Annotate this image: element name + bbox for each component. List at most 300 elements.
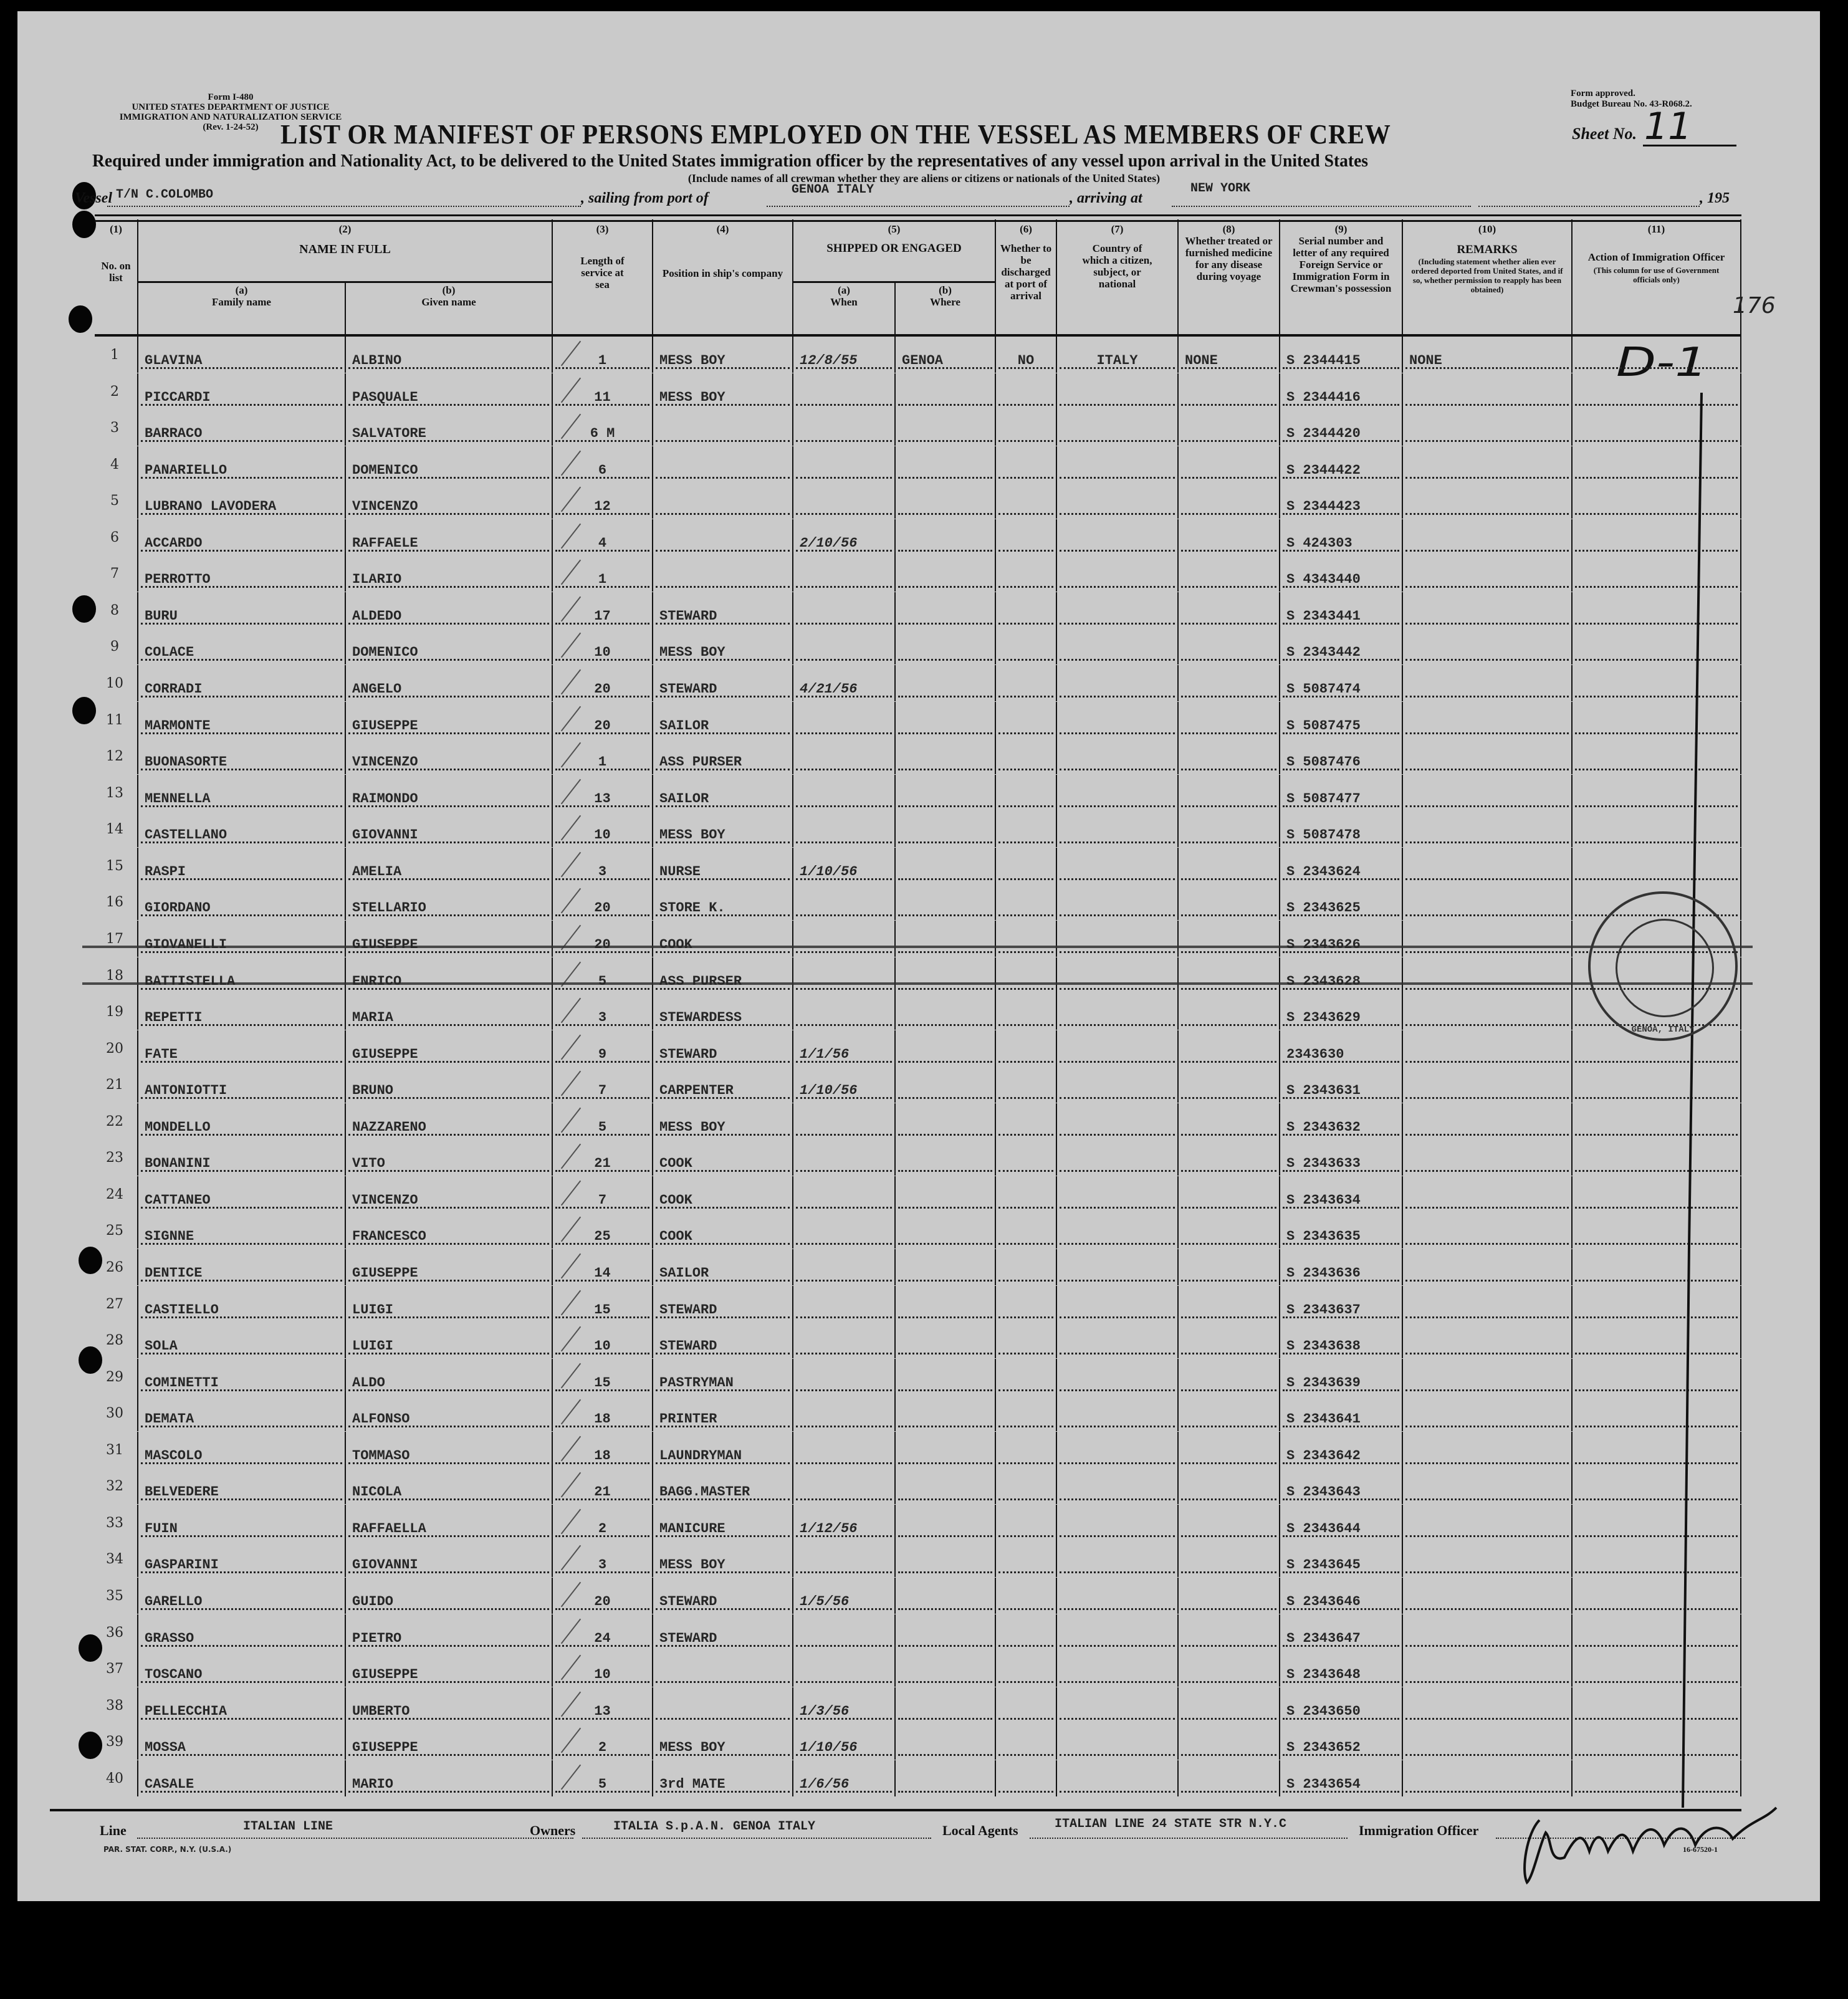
shipped-where-cell	[896, 957, 996, 994]
service: IMMIGRATION AND NATURALIZATION SERVICE	[119, 112, 342, 122]
shipped-where-cell	[896, 775, 996, 811]
dotted-rule	[1060, 1681, 1175, 1683]
serial-number: S 2343638	[1286, 1338, 1361, 1354]
position: STEWARD	[659, 1046, 717, 1062]
shipped-where-cell	[896, 848, 996, 884]
given-name-cell	[346, 1578, 553, 1614]
dotted-rule	[796, 769, 892, 770]
length-of-service: 18	[594, 1411, 611, 1427]
medicine-status-cell	[1179, 482, 1280, 519]
shipped-when-cell	[793, 702, 896, 738]
length-of-service-cell	[553, 1322, 653, 1358]
remarks-cell	[1403, 775, 1573, 811]
discharge-status-cell	[996, 884, 1057, 920]
row-number: 16	[106, 894, 123, 911]
length-of-service: 14	[594, 1265, 611, 1281]
owners-value: ITALIA S.p.A.N. GENOA ITALY	[613, 1819, 816, 1834]
dotted-rule	[898, 1316, 992, 1318]
serial-number: S 2343644	[1286, 1520, 1361, 1536]
serial-number: S 2343639	[1286, 1374, 1361, 1391]
serial-number: S 2343631	[1286, 1083, 1361, 1099]
serial-number-cell	[1280, 1578, 1403, 1614]
dotted-rule	[898, 1462, 992, 1464]
country-cell	[1057, 628, 1179, 664]
dotted-rule	[1405, 513, 1569, 515]
serial-number-cell	[1280, 1030, 1403, 1067]
shipped-when: 1/10/56	[800, 863, 858, 880]
given-name-cell	[346, 1687, 553, 1723]
col-label: Given name	[421, 296, 476, 308]
country-cell	[1057, 775, 1179, 811]
crew-row	[95, 775, 1741, 811]
dotted-rule	[656, 550, 790, 552]
dotted-rule	[1060, 1207, 1175, 1209]
row-number-cell	[95, 1395, 138, 1431]
dotted-rule	[898, 1280, 992, 1282]
serial-number-cell	[1280, 1723, 1403, 1760]
medicine-status-cell	[1179, 1468, 1280, 1504]
dotted-rule	[1181, 1681, 1276, 1683]
position-cell	[653, 1578, 793, 1614]
dotted-rule	[1060, 696, 1175, 697]
dotted-rule	[1405, 1498, 1569, 1500]
length-of-service-cell	[553, 592, 653, 628]
serial-number-cell	[1280, 628, 1403, 664]
length-of-service-cell	[553, 738, 653, 774]
dotted-rule	[1181, 1426, 1276, 1427]
length-of-service-cell	[553, 1249, 653, 1285]
action-mark: D-1	[1616, 340, 1708, 386]
given-name-cell	[346, 957, 553, 994]
dotted-rule	[1060, 1498, 1175, 1500]
family-name: RASPI	[145, 863, 186, 880]
serial-number: S 2343629	[1286, 1010, 1361, 1026]
crew-row	[95, 1760, 1741, 1796]
length-of-service: 6 M	[590, 426, 615, 442]
dotted-rule	[1405, 659, 1569, 661]
discharge-status-cell	[996, 1468, 1057, 1504]
shipped-when-cell	[793, 957, 896, 994]
crew-row	[95, 1176, 1741, 1212]
length-of-service: 10	[594, 1667, 611, 1683]
country-cell	[1057, 1651, 1179, 1687]
crew-row	[95, 1139, 1741, 1176]
dotted-rule	[1181, 1791, 1276, 1793]
family-name-cell	[138, 1286, 346, 1322]
col-note: (Including statement whether alien ever ordered deported from United States, and if so, whether permission to reapply has been obtained)	[1411, 257, 1563, 294]
family-name-cell	[138, 775, 346, 811]
row-number: 17	[106, 931, 123, 947]
remarks-cell	[1403, 1578, 1573, 1614]
length-of-service: 5	[598, 1119, 607, 1135]
given-name: GIOVANNI	[352, 827, 418, 843]
crew-row	[95, 592, 1741, 628]
position-cell	[653, 592, 793, 628]
header-col-2	[138, 219, 553, 283]
serial-number-cell	[1280, 1139, 1403, 1176]
shipped-where-cell	[896, 1687, 996, 1723]
length-of-service-cell	[553, 1760, 653, 1796]
shipped-where-cell	[896, 884, 996, 920]
shipped-where-cell	[896, 482, 996, 519]
dotted-rule	[1060, 1097, 1175, 1099]
year-label: , 195	[1700, 190, 1730, 206]
dotted-rule	[998, 732, 1053, 734]
dotted-rule	[1405, 404, 1569, 406]
department: UNITED STATES DEPARTMENT OF JUSTICE	[132, 102, 330, 112]
serial-number: 2343630	[1286, 1046, 1344, 1062]
family-name-cell	[138, 1614, 346, 1651]
row-number: 10	[106, 676, 123, 692]
col-number: (4)	[716, 223, 729, 235]
given-name-cell	[346, 994, 553, 1030]
dotted-rule	[998, 914, 1053, 916]
dotted-rule	[898, 1426, 992, 1427]
dotted-rule	[1181, 914, 1276, 916]
country-cell	[1057, 1468, 1179, 1504]
family-name-cell	[138, 1176, 346, 1212]
length-of-service: 11	[594, 389, 611, 405]
budget-number: Budget Bureau No. 43-R068.2.	[1571, 99, 1692, 109]
shipped-when-cell	[793, 1578, 896, 1614]
row-number: 4	[110, 456, 119, 472]
position: MESS BOY	[659, 389, 725, 405]
sheet-number: 11	[1644, 105, 1692, 148]
position: COOK	[659, 936, 692, 952]
dotted-rule	[796, 1498, 892, 1500]
dotted-rule	[1181, 550, 1276, 552]
dotted-rule	[1405, 914, 1569, 916]
crew-row	[95, 628, 1741, 664]
row-number-cell	[95, 921, 138, 957]
dotted-rule	[1060, 477, 1175, 479]
family-name-cell	[138, 1139, 346, 1176]
length-of-service-cell	[553, 1723, 653, 1760]
row-number: 23	[106, 1150, 123, 1166]
crew-row	[95, 921, 1741, 957]
country-cell	[1057, 1687, 1179, 1723]
dotted-rule	[1181, 1389, 1276, 1391]
owners-label: Owners	[530, 1823, 576, 1838]
position: PRINTER	[659, 1411, 717, 1427]
country-cell	[1057, 1359, 1179, 1395]
position-cell	[653, 1651, 793, 1687]
position: MESS BOY	[659, 353, 725, 368]
family-name-cell	[138, 1030, 346, 1067]
length-of-service-cell	[553, 1067, 653, 1103]
shipped-when-cell	[793, 1249, 896, 1285]
given-name-cell	[346, 1395, 553, 1431]
dotted-rule	[998, 1498, 1053, 1500]
shipped-when-cell	[793, 1432, 896, 1468]
remarks-cell	[1403, 592, 1573, 628]
given-name-cell	[346, 811, 553, 847]
length-of-service: 18	[594, 1447, 611, 1464]
position-cell	[653, 1030, 793, 1067]
dotted-rule	[1405, 477, 1569, 479]
crew-row	[95, 482, 1741, 519]
shipped-where-cell	[896, 1139, 996, 1176]
given-name: GIUSEPPE	[352, 1046, 418, 1062]
port-field	[767, 185, 1070, 207]
row-number: 29	[106, 1369, 123, 1385]
dotted-rule	[1405, 550, 1569, 552]
position-cell	[653, 921, 793, 957]
discharge-status-cell	[996, 994, 1057, 1030]
serial-number: S 5087474	[1286, 681, 1361, 697]
length-of-service-cell	[553, 1286, 653, 1322]
dotted-rule	[1060, 1462, 1175, 1464]
family-name-cell	[138, 702, 346, 738]
length-of-service: 17	[594, 608, 611, 624]
serial-number-cell	[1280, 592, 1403, 628]
medicine-status-cell	[1179, 1212, 1280, 1249]
shipped-when-cell	[793, 1067, 896, 1103]
serial-number-cell	[1280, 337, 1403, 373]
remarks-cell	[1403, 446, 1573, 482]
given-name: VINCENZO	[352, 499, 418, 515]
line-label: Line	[100, 1823, 127, 1838]
subtitle: Required under immigration and Nationality Act, to be delivered to the United States immigration officer by the representatives of any vessel upon arrival in the United States	[92, 151, 1369, 171]
crew-row	[95, 738, 1741, 774]
dotted-rule	[998, 1316, 1053, 1318]
dotted-rule	[1060, 1280, 1175, 1282]
col-label: NAME IN FULL	[299, 242, 391, 256]
dotted-rule	[1405, 951, 1569, 953]
shipped-when-cell	[793, 555, 896, 592]
dotted-rule	[998, 513, 1053, 515]
row-number-cell	[95, 410, 138, 446]
dotted-rule	[1060, 1389, 1175, 1391]
header-col-8	[1179, 219, 1280, 335]
remarks-cell	[1403, 994, 1573, 1030]
length-of-service-cell	[553, 665, 653, 701]
shipped-when: 1/12/56	[800, 1520, 858, 1536]
given-name-cell	[346, 1723, 553, 1760]
family-name: BATTISTELLA	[145, 973, 236, 989]
family-name-cell	[138, 1468, 346, 1504]
dotted-rule	[998, 477, 1053, 479]
dotted-rule	[796, 805, 892, 807]
country-cell	[1057, 1723, 1179, 1760]
length-of-service-cell	[553, 519, 653, 555]
family-name: PELLECCHIA	[145, 1703, 227, 1719]
row-number: 40	[106, 1770, 123, 1786]
dotted-rule	[898, 805, 992, 807]
dotted-rule	[796, 513, 892, 515]
dotted-rule	[898, 951, 992, 953]
dotted-rule	[656, 513, 790, 515]
position-cell	[653, 1176, 793, 1212]
port-value: GENOA ITALY	[792, 183, 874, 197]
serial-number-cell	[1280, 1395, 1403, 1431]
header-col-5b	[896, 283, 996, 335]
shipped-when-cell	[793, 848, 896, 884]
row-number-cell	[95, 1541, 138, 1577]
discharge-status-cell	[996, 446, 1057, 482]
family-name-cell	[138, 1395, 346, 1431]
dotted-rule	[1181, 732, 1276, 734]
handwritten-bracket-line	[1621, 374, 1745, 1808]
family-name: TOSCANO	[145, 1667, 203, 1683]
country-cell	[1057, 1322, 1179, 1358]
serial-number: S 2343626	[1286, 936, 1361, 952]
row-number: 6	[110, 529, 119, 545]
position: STEWARD	[659, 608, 717, 624]
family-name-cell	[138, 1541, 346, 1577]
given-name: ILARIO	[352, 572, 402, 588]
given-name-cell	[346, 446, 553, 482]
length-of-service: 10	[594, 1338, 611, 1354]
family-name: MASCOLO	[145, 1447, 203, 1464]
country-cell	[1057, 957, 1179, 994]
length-of-service: 6	[598, 462, 607, 478]
family-name-cell	[138, 665, 346, 701]
given-name-cell	[346, 1359, 553, 1395]
length-of-service: 1	[598, 353, 607, 368]
shipped-where-cell	[896, 738, 996, 774]
shipped-when-cell	[793, 1505, 896, 1541]
serial-number-cell	[1280, 884, 1403, 920]
position-cell	[653, 1760, 793, 1796]
dotted-rule	[998, 1134, 1053, 1136]
serial-number: S 2344422	[1286, 462, 1361, 478]
family-name: MOSSA	[145, 1740, 186, 1756]
dotted-rule	[998, 659, 1053, 661]
length-of-service-cell	[553, 848, 653, 884]
dotted-rule	[898, 1608, 992, 1610]
length-of-service: 5	[598, 1776, 607, 1792]
row-number: 2	[110, 383, 119, 400]
shipped-when-cell	[793, 994, 896, 1030]
shipped-where-cell	[896, 702, 996, 738]
medicine-status-cell	[1179, 1687, 1280, 1723]
discharge-status-cell	[996, 1212, 1057, 1249]
medicine-status-cell	[1179, 1432, 1280, 1468]
dotted-rule	[998, 769, 1053, 770]
family-name: CATTANEO	[145, 1192, 211, 1208]
given-name: ALFONSO	[352, 1411, 410, 1427]
dotted-rule	[898, 1207, 992, 1209]
shipped-where-cell	[896, 1578, 996, 1614]
row-number-cell	[95, 1286, 138, 1322]
dotted-rule	[1181, 1134, 1276, 1136]
country-cell	[1057, 519, 1179, 555]
medicine-status-cell	[1179, 446, 1280, 482]
given-name: ENRICO	[352, 973, 402, 989]
dotted-rule	[998, 1024, 1053, 1026]
family-name-cell	[138, 1359, 346, 1395]
dotted-rule	[998, 1571, 1053, 1573]
dotted-rule	[898, 1718, 992, 1720]
shipped-where-cell	[896, 1468, 996, 1504]
family-name: GIORDANO	[145, 900, 211, 916]
row-number-cell	[95, 1687, 138, 1723]
dotted-rule	[1060, 1134, 1175, 1136]
remarks-cell	[1403, 1760, 1573, 1796]
length-of-service-cell	[553, 1541, 653, 1577]
crew-row	[95, 811, 1741, 847]
given-name-cell	[346, 337, 553, 373]
dotted-rule	[998, 805, 1053, 807]
row-number-cell	[95, 1030, 138, 1067]
family-name-cell	[138, 848, 346, 884]
remarks-cell	[1403, 921, 1573, 957]
shipped-when-cell	[793, 373, 896, 410]
family-name-cell	[138, 1103, 346, 1139]
row-number: 32	[106, 1479, 123, 1495]
dotted-rule	[898, 550, 992, 552]
row-number-cell	[95, 811, 138, 847]
dotted-rule	[796, 732, 892, 734]
medicine-status-cell	[1179, 1505, 1280, 1541]
position: MESS BOY	[659, 827, 725, 843]
dotted-rule	[898, 477, 992, 479]
serial-number: S 424303	[1286, 535, 1352, 551]
family-name-cell	[138, 1432, 346, 1468]
shipped-where-cell	[896, 446, 996, 482]
dotted-rule	[1060, 1791, 1175, 1793]
remarks-cell	[1403, 702, 1573, 738]
crew-row	[95, 957, 1741, 994]
family-name: BONANINI	[145, 1156, 211, 1172]
crew-row	[95, 1322, 1741, 1358]
position: MANICURE	[659, 1520, 725, 1536]
given-name: AMELIA	[352, 863, 402, 880]
medicine-status: NONE	[1185, 353, 1218, 368]
position: MESS BOY	[659, 1119, 725, 1135]
dotted-rule	[1405, 1316, 1569, 1318]
row-number: 5	[110, 493, 119, 509]
discharge-status-cell	[996, 1505, 1057, 1541]
dotted-rule	[1060, 841, 1175, 843]
dotted-rule	[1060, 1608, 1175, 1610]
discharge-status-cell	[996, 1103, 1057, 1139]
position-cell	[653, 1432, 793, 1468]
crew-row	[95, 555, 1741, 592]
col-label: Whether treated or furnished medicine for any disease during voyage	[1185, 235, 1273, 282]
dotted-rule	[1181, 951, 1276, 953]
length-of-service-cell	[553, 1432, 653, 1468]
given-name-cell	[346, 1322, 553, 1358]
crew-row	[95, 1614, 1741, 1651]
dotted-rule	[1181, 1462, 1276, 1464]
shipped-when-cell	[793, 1723, 896, 1760]
crew-row	[95, 884, 1741, 920]
position: MESS BOY	[659, 645, 725, 661]
given-name: ALDO	[352, 1374, 385, 1391]
dotted-rule	[1060, 769, 1175, 770]
serial-number-cell	[1280, 1212, 1403, 1249]
row-number: 14	[106, 822, 123, 838]
position: STEWARD	[659, 1302, 717, 1318]
header-col-11	[1573, 219, 1741, 335]
vessel-value: T/N C.COLOMBO	[116, 188, 214, 202]
row-number-cell	[95, 1249, 138, 1285]
row-number-cell	[95, 1468, 138, 1504]
row-number: 26	[106, 1260, 123, 1275]
crew-row	[95, 519, 1741, 555]
dotted-rule	[1060, 513, 1175, 515]
dotted-rule	[898, 1498, 992, 1500]
include-note: (Include names of all crewman whether they are aliens or citizens or nationals of the United States)	[687, 172, 1161, 185]
crew-row	[95, 373, 1741, 410]
dotted-rule	[998, 1754, 1053, 1756]
serial-number-cell	[1280, 1541, 1403, 1577]
discharge-status-cell	[996, 1176, 1057, 1212]
row-number-cell	[95, 446, 138, 482]
dotted-rule	[1060, 440, 1175, 442]
